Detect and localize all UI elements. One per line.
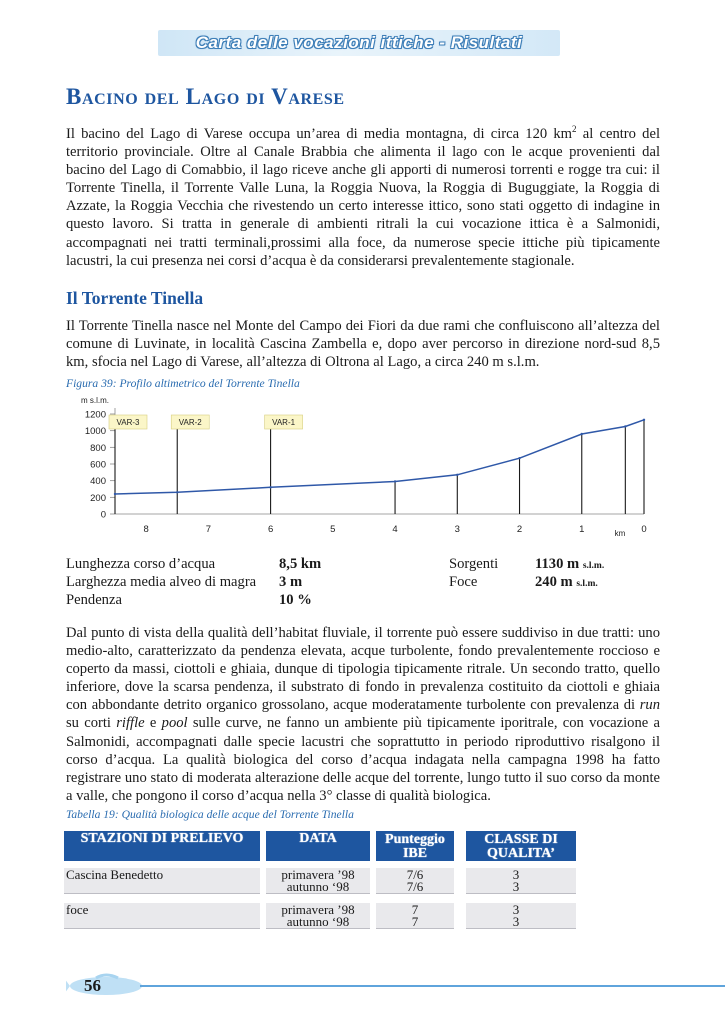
y-tick-label-400: 400 (90, 476, 106, 488)
quality-text-4: sulle curve, ne fanno un ambiente più tipicamente iporitrale, con vocazione a Salmonidi, accompagnati dalle specie lacustri che soprattutto in periodo riproduttivo risalgono il corso d’acqua. La qualità biologica del corso d’acqua indagata nella campagna 1998 ha fatto registrare uno stato di moderata alterazione delle acque del torrente, lungo tutto il suo corso da monte a valle, che pongono il corso d’acqua nella 3° classe di qualità biologica. (66, 715, 660, 804)
table-row-2-station: foce (66, 902, 89, 917)
figure-caption: Figura 39: Profilo altimetrico del Torrente Tinella (66, 377, 300, 390)
y-axis-label: m s.l.m. (81, 396, 109, 405)
width-label: Larghezza media alveo di magra (66, 574, 257, 590)
y-tick-label-1000: 1000 (84, 426, 106, 438)
y-tick-label-0: 0 (100, 509, 106, 521)
profile-point-2 (269, 486, 271, 488)
x-tick-label-3: 3 (454, 524, 460, 535)
table-row-1-ibe (376, 869, 454, 892)
y-tick-label-1200: 1200 (84, 409, 106, 421)
x-tick-label-2: 2 (516, 524, 523, 535)
mouth-value (535, 574, 598, 591)
station-label-VAR-2: VAR-2 (178, 418, 202, 427)
table-row-1-date (266, 869, 370, 892)
profile-point-7 (624, 425, 626, 427)
header-date: DATA (266, 831, 370, 861)
table-row-1-ibe-1: 7/6 (406, 867, 424, 882)
x-tick-label-6: 6 (267, 524, 274, 535)
page-number: 56 (84, 976, 101, 995)
table-row-1-class (466, 869, 566, 892)
profile-point-1 (176, 491, 178, 493)
table-row-1-date-1: primavera ’98 (281, 867, 355, 882)
header-ibe-line2: IBE (402, 845, 428, 861)
running-header-title: Carta delle vocazioni ittiche - Risultati (195, 33, 523, 52)
source-label: Sorgenti (449, 556, 499, 572)
table-row-2-date-2: autunno ‘98 (286, 913, 350, 929)
header-class (466, 831, 576, 861)
header-station: STAZIONI DI PRELIEVO (64, 831, 260, 861)
source-value (535, 556, 604, 573)
intro-text-a: Il bacino del Lago di Varese occupa un’area di media montagna, di circa 120 km (66, 126, 573, 142)
table-row-2-class (466, 904, 566, 927)
slope-label: Pendenza (66, 592, 122, 608)
x-tick-label-0: 0 (641, 524, 647, 535)
table-row-1-class-1: 3 (512, 867, 520, 882)
quality-paragraph (66, 624, 660, 805)
altitude-profile-chart (66, 392, 660, 542)
footer-rule (140, 985, 725, 987)
quality-text-1: Dal punto di vista della qualità dell’habitat fluviale, il torrente può essere suddiviso in due tratti: uno medio-alto, caratterizzato da pendenza elevata, acque turbolente, fondo prevalentemente roccioso e coperto da massi, ciottoli e ghiaia, dunque di tipologia tipicamente ritrale. Un secondo tratto, quello inferiore, dove la scarsa pendenza, il substrato di fondo in prevalenza costituito da ciottoli e ghiaia con abbondante detrito organico grossolano, acque moderatamente turbolente con prevalenza di (66, 625, 660, 714)
profile-point-0 (114, 493, 116, 495)
quality-term-run: run (639, 697, 660, 714)
x-tick-label-7: 7 (205, 524, 212, 535)
profile-point-6 (581, 433, 583, 435)
quality-term-pool: pool (161, 715, 188, 732)
x-tick-label-4: 4 (392, 524, 398, 535)
table-row-2-ibe (376, 904, 454, 927)
x-axis-label: km (614, 529, 626, 538)
table-row-2-ibe-2: 7 (411, 913, 419, 929)
profile-point-4 (456, 474, 458, 476)
header-ibe (376, 831, 454, 861)
table-row-2-ibe-1: 7 (411, 902, 419, 917)
profile-point-5 (518, 457, 520, 459)
station-label-VAR-3: VAR-3 (116, 418, 140, 427)
tinella-paragraph: Il Torrente Tinella nasce nel Monte del Campo dei Fiori da due rami che confluiscono all’altezza del comune di Luvinate, in località Cascina Zambella e, dopo aver percorso in direzione nord-sud 8,5 km, sfocia nel Lago di Varese, all’altezza di Oltrona al Lago, a circa 240 m s.l.m. (66, 318, 660, 371)
intro-paragraph (66, 125, 660, 270)
table-row-2-date-1: primavera ’98 (281, 902, 355, 917)
table-caption: Tabella 19: Qualità biologica delle acque del Torrente Tinella (66, 808, 354, 821)
mouth-value-number: 240 m (535, 574, 573, 590)
table-row-2-class-1: 3 (512, 902, 520, 917)
header-ibe-line1: Punteggio (385, 832, 445, 847)
mouth-label: Foce (449, 574, 478, 590)
intro-superscript: 2 (572, 124, 577, 135)
running-header (158, 30, 560, 56)
profile-point-8 (643, 419, 645, 421)
mouth-unit: s.l.m. (576, 579, 598, 589)
quality-text-3: e (144, 715, 162, 732)
section-title: Bacino del Lago di Varese (66, 84, 345, 109)
table-row-1-station: Cascina Benedetto (66, 867, 164, 882)
length-value: 8,5 km (279, 556, 322, 572)
quality-text-2: su corti (66, 715, 117, 732)
fish-icon (66, 972, 146, 998)
table-row-1-ibe-2: 7/6 (406, 878, 424, 894)
table-row-2-station-bg (64, 903, 260, 929)
intro-text-b: al centro del territorio provinciale. Oltre al Canale Brabbia che alimenta il lago con le acque provenienti dal bacino del Lago di Comabbio, il lago riceve anche gli apporti di numerosi torrenti e rogge tra cui: il Torrente Tinella, il Torrente Valle Luna, la Roggia Nuova, la Roggia di Buguggiate, la Roggia di Azzate, la Roggia Vecchia che rivestendo un certo interesse ittico, sono stati oggetto di indagine in questo lavoro. Si tratta in generale di ambienti ritrali la cui vocazione ittica è a Salmonidi, accompagnati nei tratti terminali,prossimi alla foce, da numerose specie ittiche più tipicamente lacustri, la cui presenza nei corsi d’acqua è da considerarsi prevalentemente stagionale. (66, 126, 660, 269)
table-row-1-class-2: 3 (512, 878, 520, 894)
x-tick-label-1: 1 (579, 524, 585, 535)
station-label-VAR-1: VAR-1 (272, 418, 296, 427)
source-unit: s.l.m. (582, 561, 605, 571)
table-row-1-date-2: autunno ‘98 (286, 878, 350, 894)
y-tick-label-800: 800 (90, 442, 106, 454)
chart-svg (66, 392, 660, 542)
x-tick-label-5: 5 (330, 524, 336, 535)
header-class-line1: CLASSE DI (484, 832, 558, 847)
header-class-line2: QUALITA’ (487, 845, 555, 861)
source-value-number: 1130 m (535, 556, 580, 572)
table-row-2-class-2: 3 (512, 913, 520, 929)
subsection-title: Il Torrente Tinella (66, 288, 204, 308)
table-row-2-date (266, 904, 370, 927)
quality-term-riffle: riffle (116, 715, 145, 732)
y-tick-label-600: 600 (90, 459, 106, 471)
profile-point-3 (394, 480, 396, 482)
slope-value: 10 % (279, 592, 312, 608)
x-tick-label-8: 8 (143, 524, 149, 535)
length-label: Lunghezza corso d’acqua (66, 556, 216, 572)
y-tick-label-200: 200 (90, 492, 106, 504)
width-value: 3 m (279, 574, 303, 590)
profile-series-line (115, 420, 644, 494)
